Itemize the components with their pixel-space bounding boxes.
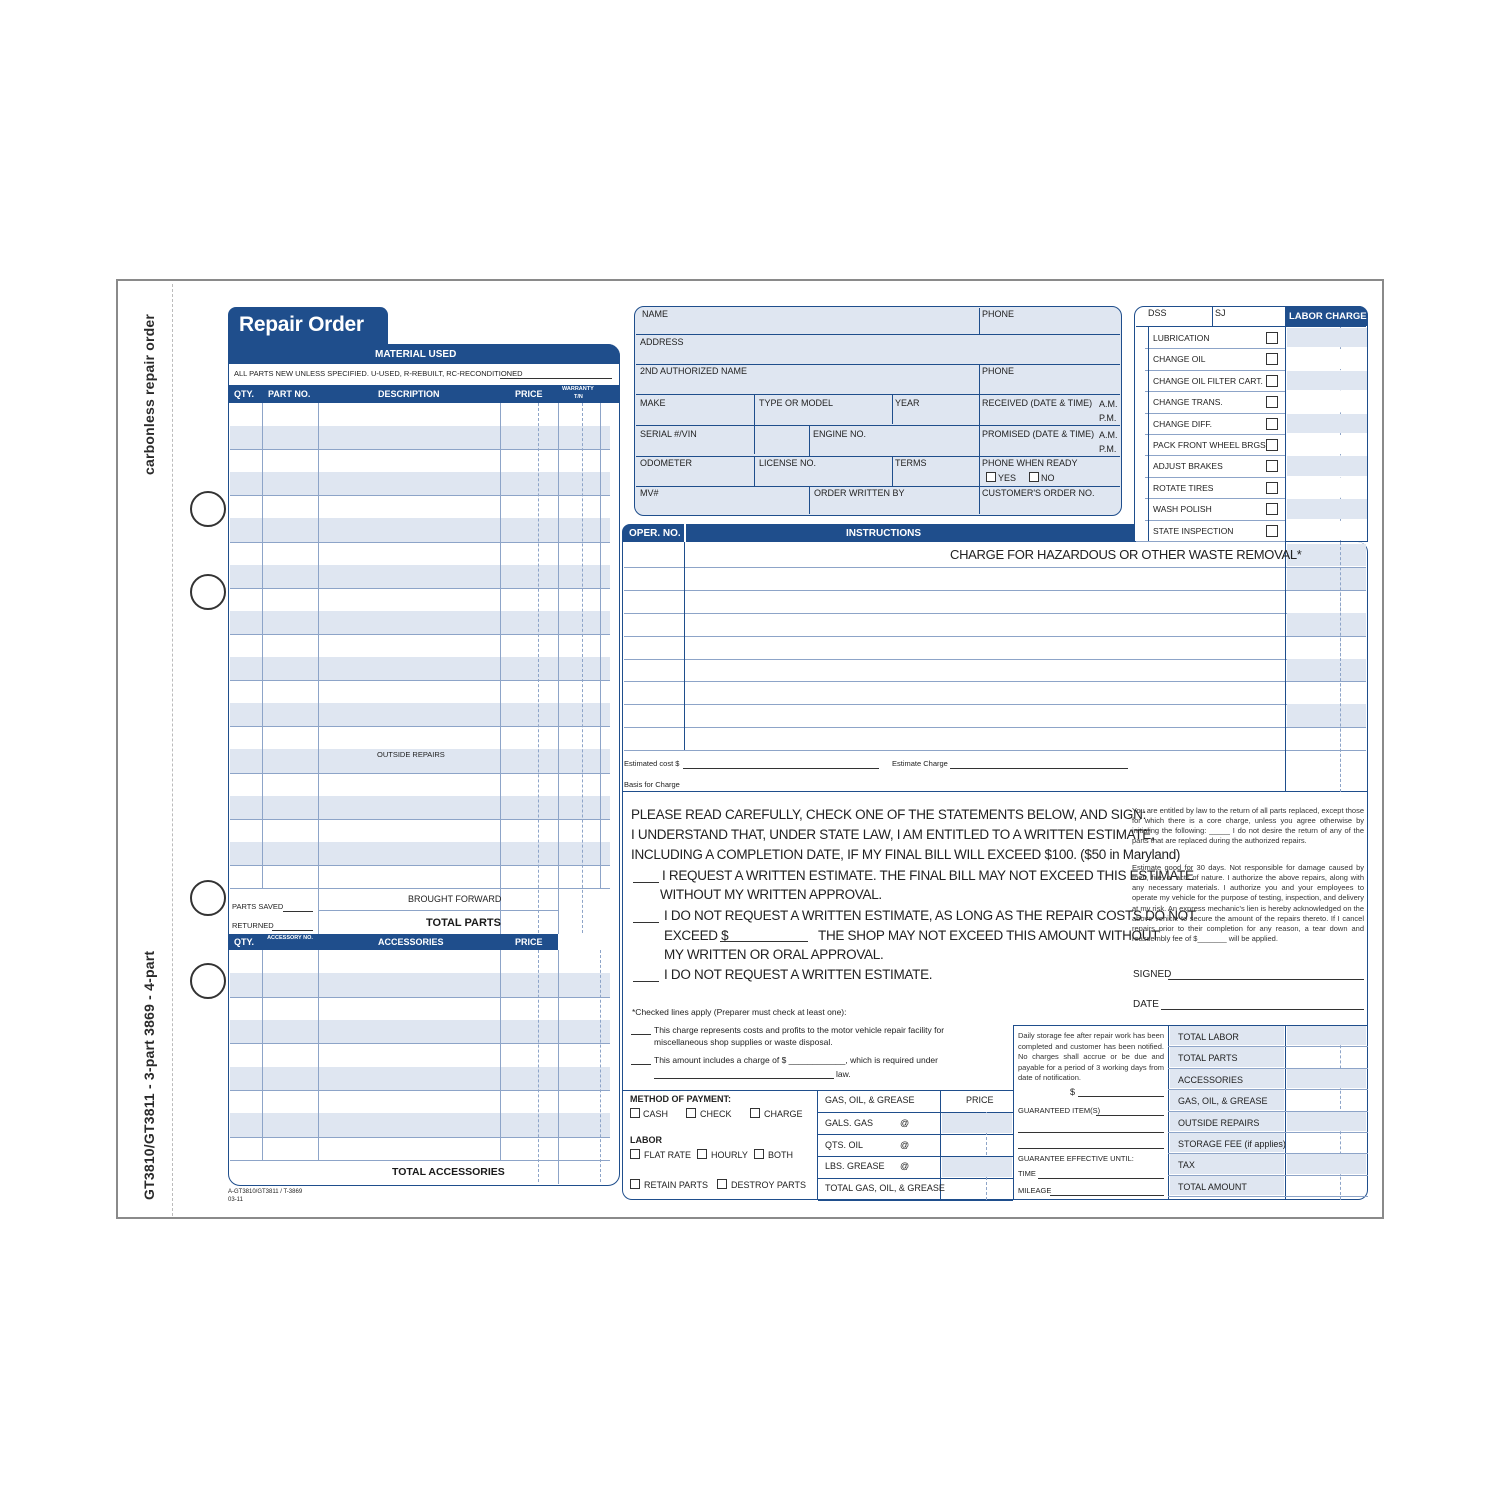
material-col-line (318, 403, 319, 888)
totals-amount-shade (1287, 1112, 1366, 1131)
checked-heading: *Checked lines apply (Preparer must check at least one): (632, 1007, 847, 1017)
yes-label: YES (998, 473, 1017, 483)
customer-col-line (754, 394, 755, 454)
service-label: CHANGE OIL (1153, 354, 1206, 365)
cash-label: CASH (643, 1109, 669, 1119)
law-line (654, 1078, 834, 1079)
service-label: LUBRICATION (1153, 333, 1210, 343)
storage-fee-line (1078, 1096, 1164, 1097)
labor-cell (1287, 414, 1367, 433)
totals-label: TOTAL PARTS (1178, 1053, 1238, 1064)
material-title: MATERIAL USED (375, 349, 457, 360)
est-cost-line (683, 768, 879, 769)
material-row-shade (230, 703, 610, 726)
checked2-blank (631, 1064, 651, 1065)
phone-ready-yes-checkbox[interactable] (986, 472, 996, 482)
accessory-row-shade (230, 1067, 610, 1090)
service-label: ADJUST BRAKES (1153, 461, 1223, 472)
service-row-line (1136, 348, 1285, 349)
material-row-line (230, 773, 610, 774)
accessory-row-line (230, 1137, 610, 1138)
time-label: TIME (1018, 1169, 1036, 1178)
material-row-shade (230, 611, 610, 634)
accessory-col-line (318, 950, 319, 1160)
gas-row-line (818, 1200, 1013, 1201)
labor-cell (1287, 499, 1367, 518)
gas-at-2: @ (900, 1140, 910, 1150)
total-parts-label: TOTAL PARTS (426, 917, 501, 929)
guarantee-until-label: GUARANTEE EFFECTIVE UNTIL: (1018, 1154, 1134, 1163)
checked-line2a: This amount includes a charge of $ ____________, which is required under (654, 1055, 938, 1065)
totals-col-line (1285, 1025, 1286, 1200)
instr-labor-shade (1287, 567, 1366, 590)
instr-row-line (624, 567, 1366, 568)
accessory-row-shade (230, 1020, 610, 1043)
accessory-col-line (262, 950, 263, 1160)
customer-col-line (809, 486, 810, 514)
total-accessories-label: TOTAL ACCESSORIES (392, 1166, 505, 1178)
est-cost-label: Estimated cost $ (624, 759, 680, 768)
service-checkbox[interactable] (1266, 460, 1278, 472)
labor-cell (1287, 435, 1367, 454)
returned-line (272, 930, 313, 931)
instr-row-line (624, 613, 1366, 614)
service-checkbox[interactable] (1266, 525, 1278, 537)
gas-title: GAS, OIL, & GREASE (825, 1095, 915, 1105)
check-checkbox[interactable] (686, 1108, 696, 1118)
odometer-label: ODOMETER (640, 458, 693, 468)
promised-label: PROMISED (DATE & TIME) (982, 429, 1095, 439)
charge-label: CHARGE (764, 1109, 803, 1119)
material-col-line (262, 403, 263, 888)
customer-row-line (636, 425, 1120, 426)
instr-cents-line (1340, 542, 1341, 792)
material-row-shade (230, 472, 610, 495)
service-row-line (1136, 455, 1285, 456)
totals-label: TOTAL LABOR (1178, 1032, 1239, 1042)
form-code: A-GT3810/GT3811 / T-3869 (228, 1189, 303, 1195)
labor-method-label: LABOR (630, 1135, 662, 1145)
instr-labor-shade (1287, 704, 1366, 727)
destroy-parts-label: DESTROY PARTS (731, 1180, 807, 1190)
received-label: RECEIVED (DATE & TIME) (982, 398, 1093, 408)
material-row-line (230, 865, 610, 866)
returned-label: RETURNED (232, 921, 274, 930)
instr-row-line (624, 590, 1366, 591)
col-part-no: PART NO. (268, 389, 311, 399)
instr-row-line (624, 727, 1366, 728)
gas-row-qts: QTS. OIL (825, 1140, 864, 1150)
service-row-line (1136, 391, 1285, 392)
material-row-shade (230, 518, 610, 541)
both-checkbox[interactable] (754, 1149, 764, 1159)
service-gutter (1136, 520, 1145, 541)
material-row-shade (230, 796, 610, 819)
oper-no-title: OPER. NO. (629, 528, 681, 539)
retain-parts-checkbox[interactable] (630, 1179, 640, 1189)
customer-col-line (892, 456, 893, 486)
service-row-line (1136, 434, 1285, 435)
instr-labor-shade (1287, 659, 1366, 682)
service-label: CHANGE TRANS. (1153, 397, 1223, 408)
side-text-top: carbonless repair order (141, 314, 157, 475)
engine-label: ENGINE NO. (813, 429, 867, 439)
accessory-col-line (500, 950, 501, 1160)
dss-divider (1212, 306, 1213, 326)
checked-line1a: This charge represents costs and profits to the motor vehicle repair facility for (654, 1025, 945, 1035)
check-label: CHECK (700, 1109, 732, 1119)
labor-cell (1287, 521, 1367, 540)
checked-line1b: miscellaneous shop supplies or waste disposal. (654, 1037, 833, 1047)
second-name-label: 2ND AUTHORIZED NAME (640, 366, 748, 376)
instr-labor-col (1285, 542, 1286, 792)
service-row-line (1136, 498, 1285, 499)
service-gutter (1136, 434, 1145, 455)
material-row-line (230, 588, 610, 589)
col-description: DESCRIPTION (378, 389, 440, 399)
accessory-cents-line (600, 950, 601, 1182)
accessory-row-line (230, 1090, 610, 1091)
instr-row-line (624, 681, 1366, 682)
customer-row-line (636, 456, 1120, 457)
signed-label: SIGNED (1133, 969, 1172, 980)
acc-col-qty: QTY. (234, 937, 255, 947)
service-label: ROTATE TIRES (1153, 482, 1214, 493)
checked-line2b: law. (836, 1069, 851, 1079)
summary-col-line (318, 888, 319, 934)
retain-parts-label: RETAIN PARTS (644, 1180, 709, 1190)
accessory-row-shade (230, 1113, 610, 1136)
material-note: ALL PARTS NEW UNLESS SPECIFIED. U-USED, R-REBUILT, RC-RECONDITIONED (234, 369, 523, 378)
est-charge-line (950, 768, 1128, 769)
statement-l9: I DO NOT REQUEST A WRITTEN ESTIMATE. (664, 967, 933, 982)
statement-l7a: EXCEED $ (664, 928, 729, 943)
gas-at-1: @ (900, 1118, 910, 1128)
customer-col-line (754, 456, 755, 486)
address-label: ADDRESS (640, 337, 684, 347)
both-label: BOTH (768, 1150, 794, 1160)
note-line (500, 378, 612, 379)
customer-row-line (636, 486, 1120, 487)
checked1-blank (631, 1034, 651, 1035)
labor-cell (1287, 371, 1367, 390)
totals-amount-shade (1287, 1154, 1366, 1173)
col-warranty: WARRANTY (562, 386, 594, 392)
material-row-line (230, 888, 610, 889)
option3-blank (633, 981, 659, 982)
totals-label: GAS, OIL, & GREASE (1178, 1096, 1268, 1107)
customer-box (634, 306, 1122, 516)
service-checkbox[interactable] (1266, 353, 1278, 365)
instr-row-line (624, 750, 1366, 751)
material-row-line (230, 726, 610, 727)
phone2-label: PHONE (982, 366, 1015, 376)
flat-rate-checkbox[interactable] (630, 1149, 640, 1159)
material-row-line (230, 819, 610, 820)
material-row-line (230, 495, 610, 496)
option2-blank (633, 922, 659, 923)
guaranteed-line-2 (1018, 1132, 1164, 1133)
signature-line (1168, 979, 1364, 980)
gas-total-label: TOTAL GAS, OIL, & GREASE (825, 1183, 945, 1193)
totals-label: OUTSIDE REPAIRS (1178, 1117, 1260, 1128)
date-line (1161, 1009, 1364, 1010)
page-title: Repair Order (239, 313, 364, 336)
material-row-line (230, 680, 610, 681)
type-model-label: TYPE OR MODEL (759, 398, 834, 408)
instr-row-line (624, 704, 1366, 705)
phone-ready-no-checkbox[interactable] (1029, 472, 1039, 482)
labor-cell (1287, 328, 1367, 347)
material-row-shade (230, 565, 610, 588)
acc-col-price: PRICE (515, 937, 543, 947)
accessory-cents-line (538, 950, 539, 1182)
statement-l1: PLEASE READ CAREFULLY, CHECK ONE OF THE STATEMENTS BELOW, AND SIGN: (631, 807, 1147, 822)
no-label: NO (1041, 473, 1055, 483)
customer-col-line (809, 425, 810, 456)
gas-row-line (818, 1178, 1013, 1179)
totals-label: TAX (1178, 1160, 1195, 1171)
order-by-label: ORDER WRITTEN BY (814, 488, 905, 498)
service-label: CHANGE DIFF. (1153, 418, 1213, 429)
service-row-line (1136, 413, 1285, 414)
service-checkbox[interactable] (1266, 418, 1278, 430)
accessory-row-line (230, 997, 610, 998)
storage-dollar: $ (1070, 1087, 1076, 1097)
perforation-line (172, 284, 173, 1216)
customer-row-line (636, 394, 1120, 395)
phone-label: PHONE (982, 309, 1015, 319)
material-row-shade (230, 842, 610, 865)
accessory-row-shade (230, 973, 610, 996)
service-label: STATE INSPECTION (1153, 525, 1234, 536)
material-row-line (230, 634, 610, 635)
statement-l2: I UNDERSTAND THAT, UNDER STATE LAW, I AM ENTITLED TO A WRITTEN ESTIMATE, (631, 827, 1155, 842)
gas-row-line (818, 1090, 1013, 1091)
year-label: YEAR (895, 398, 920, 408)
parts-saved-line (283, 911, 313, 912)
totals-amount-shade (1287, 1026, 1366, 1045)
labor-cell (1287, 478, 1367, 497)
service-gutter (1136, 477, 1145, 498)
col-qty: QTY. (234, 389, 255, 399)
side-text-bottom: GT3810/GT3811 - 3-part 3869 - 4-part (141, 950, 157, 1200)
binder-hole (190, 963, 226, 999)
guaranteed-line-3 (1018, 1148, 1164, 1149)
service-gutter (1136, 455, 1145, 476)
service-label: PACK FRONT WHEEL BRGS (1153, 440, 1266, 450)
summary-col-line (558, 888, 559, 934)
service-checkbox[interactable] (1266, 332, 1278, 344)
instructions-box (622, 542, 1368, 792)
mileage-label: MILEAGE (1018, 1186, 1052, 1195)
binder-hole (190, 574, 226, 610)
payment-method-label: METHOD OF PAYMENT: (630, 1094, 732, 1104)
sj-label: SJ (1215, 308, 1226, 318)
brought-forward-label: BROUGHT FORWARD (408, 894, 502, 904)
cust-order-label: CUSTOMER'S ORDER NO. (982, 488, 1095, 498)
material-row-shade (230, 426, 610, 449)
guaranteed-line (1096, 1115, 1164, 1116)
mileage-line (1050, 1195, 1164, 1196)
promised-am: A.M. (1099, 430, 1118, 440)
gas-price-shade (942, 1157, 1012, 1177)
customer-row-line (636, 334, 1120, 335)
guaranteed-label: GUARANTEED ITEM(S) (1018, 1106, 1101, 1115)
gas-at-3: @ (900, 1161, 910, 1171)
gas-price-label: PRICE (966, 1095, 994, 1105)
form-date: 03-11 (228, 1197, 243, 1203)
oper-col-line (684, 542, 685, 750)
statement-l3: INCLUDING A COMPLETION DATE, IF MY FINAL BILL WILL EXCEED $100. ($50 in Maryland) (631, 847, 1181, 862)
binder-hole (190, 491, 226, 527)
service-gutter (1136, 348, 1145, 369)
flat-rate-label: FLAT RATE (644, 1150, 692, 1160)
instr-row-line (624, 659, 1366, 660)
labor-charge-title: LABOR CHARGE (1289, 311, 1367, 322)
material-row-line (230, 542, 610, 543)
license-label: LICENSE NO. (759, 458, 817, 468)
totals-label: TOTAL AMOUNT (1178, 1181, 1247, 1192)
legal-authorization: Estimate good for 30 days. Not responsible for damage caused by theft, fire, or acts of nature. I authorize the above repairs, along with any necessary materials. I authorize you and your employees to operate my vehicle for the purpose of testing, inspection, and delivery at my risk. An express mechanic's lien is hereby acknowledged on the above vehicle to secure the amount of the repairs thereto. If I cancel repairs prior to their completion for any reason, a tear down and reassembly fee of $_______ will be applied. (1132, 863, 1364, 943)
name-label: NAME (642, 309, 669, 319)
material-row-shade (230, 657, 610, 680)
binder-hole (190, 880, 226, 916)
option1-blank (633, 882, 659, 883)
statement-l5: WITHOUT MY WRITTEN APPROVAL. (660, 887, 882, 902)
terms-label: TERMS (895, 458, 927, 468)
totals-left-line (1168, 1025, 1169, 1200)
service-checkbox[interactable] (1266, 396, 1278, 408)
gas-row-lbs: LBS. GREASE (825, 1161, 885, 1171)
service-gutter (1136, 391, 1145, 412)
dss-label: DSS (1148, 308, 1167, 318)
service-label: WASH POLISH (1153, 504, 1212, 515)
customer-col-line (979, 308, 980, 334)
accessory-row-line (230, 1043, 610, 1044)
material-col-line (500, 403, 501, 888)
instr-labor-shade (1287, 613, 1366, 636)
accessory-col-line (558, 950, 559, 1160)
material-cents-line (582, 403, 583, 933)
totals-label: ACCESSORIES (1178, 1074, 1244, 1085)
service-row-line (1136, 477, 1285, 478)
parts-saved-label: PARTS SAVED (232, 902, 284, 911)
gas-row-gals: GALS. GAS (825, 1118, 874, 1128)
brought-forward-line (318, 910, 558, 911)
col-warranty-tn: T/N (574, 394, 583, 400)
labor-cell (1287, 456, 1367, 475)
totals-label: STORAGE FEE (if applies) (1178, 1139, 1286, 1149)
totals-row-line (1168, 1196, 1368, 1197)
make-label: MAKE (640, 398, 666, 408)
phone-ready-label: PHONE WHEN READY (982, 458, 1078, 468)
instr-row-line (624, 636, 1366, 637)
service-checkbox[interactable] (1266, 439, 1278, 451)
outside-repairs-label: OUTSIDE REPAIRS (377, 750, 445, 759)
totals-amount-shade (1287, 1069, 1366, 1088)
customer-col-line (892, 394, 893, 424)
service-gutter (1136, 498, 1145, 519)
material-col-line (600, 403, 601, 888)
charge-checkbox[interactable] (750, 1108, 760, 1118)
storage-text: Daily storage fee after repair work has been completed and customer has been notified. No charges shall accrue or be due and payable for a period of 3 working days from date of notification. (1018, 1031, 1164, 1082)
exceed-amount-line (720, 941, 808, 942)
service-gutter (1136, 413, 1145, 434)
statement-l4: I REQUEST A WRITTEN ESTIMATE. THE FINAL BILL MAY NOT EXCEED THIS ESTIMATE (662, 868, 1194, 883)
serial-label: SERIAL #/VIN (640, 429, 697, 439)
est-charge-label: Estimate Charge (892, 759, 948, 768)
gas-row-line (818, 1134, 1013, 1135)
service-header-line (1136, 326, 1366, 327)
instructions-title: INSTRUCTIONS (846, 528, 921, 539)
customer-col-line (979, 364, 980, 514)
legal-parts-return: You are entitled by law to the return of all parts replaced, except those for which there is a core charge, unless you agree otherwise by initialing the following: _____ I do not desire the return of any of the parts that are replaced during the authorized repairs. (1132, 806, 1364, 846)
accessory-total-col (558, 1160, 559, 1184)
labor-cell (1287, 349, 1367, 368)
material-row-line (230, 449, 610, 450)
service-checkbox[interactable] (1266, 375, 1278, 387)
labor-cell (1287, 392, 1367, 411)
service-checkbox[interactable] (1266, 482, 1278, 494)
basis-label: Basis for Charge (624, 780, 680, 789)
received-pm: P.M. (1099, 413, 1117, 423)
service-row-line (1136, 370, 1285, 371)
hourly-label: HOURLY (711, 1150, 748, 1160)
time-line (1038, 1178, 1164, 1179)
hourly-checkbox[interactable] (697, 1149, 707, 1159)
acc-col-no: ACCESSORY NO. (267, 935, 313, 941)
statement-l6: I DO NOT REQUEST A WRITTEN ESTIMATE, AS LONG AS THE REPAIR COSTS DO NOT (664, 908, 1196, 923)
accessory-row-line (230, 1160, 610, 1161)
received-am: A.M. (1099, 399, 1118, 409)
service-left-line (1148, 327, 1149, 541)
statement-l7b: THE SHOP MAY NOT EXCEED THIS AMOUNT WITHOUT (818, 928, 1160, 943)
service-gutter (1136, 327, 1145, 348)
statement-l8: MY WRITTEN OR ORAL APPROVAL. (664, 947, 884, 962)
gas-price-shade (942, 1113, 1012, 1133)
date-label: DATE (1133, 999, 1159, 1010)
material-col-line (558, 403, 559, 888)
mv-label: MV# (640, 488, 659, 498)
service-checkbox[interactable] (1266, 503, 1278, 515)
service-gutter (1136, 370, 1145, 391)
col-price: PRICE (515, 389, 543, 399)
promised-pm: P.M. (1099, 444, 1117, 454)
destroy-parts-checkbox[interactable] (717, 1179, 727, 1189)
customer-row-line (636, 364, 1120, 365)
acc-col-accessories: ACCESSORIES (378, 937, 444, 947)
service-row-line (1136, 520, 1285, 521)
hazard-label: CHARGE FOR HAZARDOUS OR OTHER WASTE REMOVAL* (950, 547, 1302, 562)
cash-checkbox[interactable] (630, 1108, 640, 1118)
material-cents-line (538, 403, 539, 933)
service-label: CHANGE OIL FILTER CART. (1153, 375, 1263, 386)
